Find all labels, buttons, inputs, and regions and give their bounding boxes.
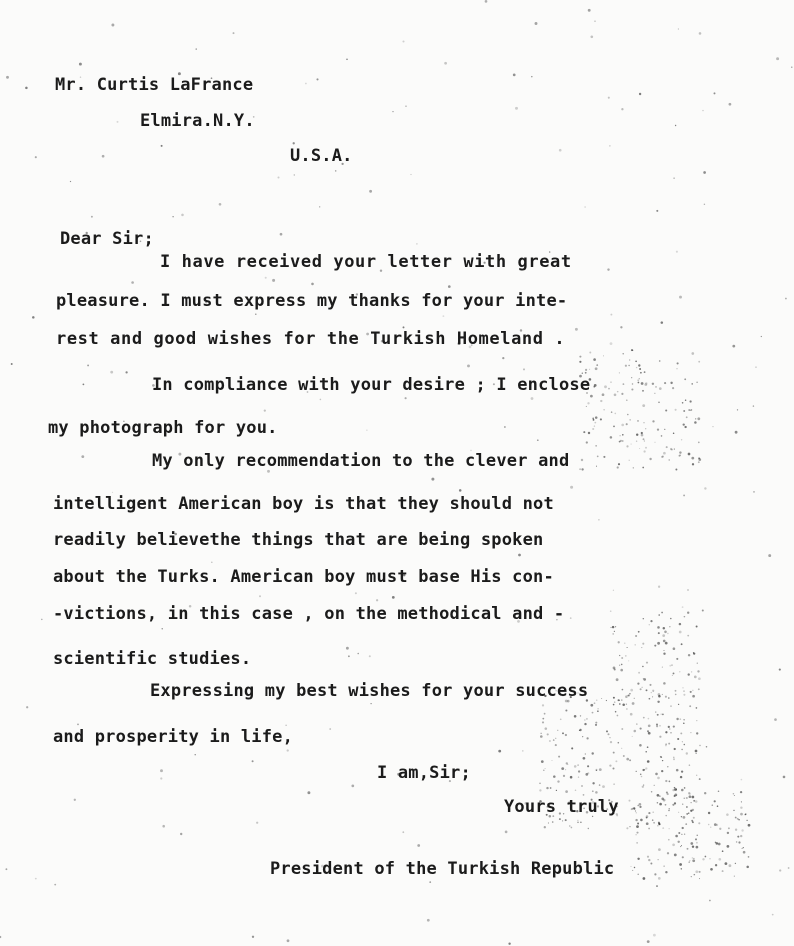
body-line-3: rest and good wishes for the Turkish Homeland . [56,329,566,349]
salutation: Dear Sir; [60,229,154,249]
body-line-11: scientific studies. [53,649,252,669]
address-name-line: Mr. Curtis LaFrance [55,75,254,95]
closing-i-am-sir: I am,Sir; [377,763,471,783]
signature-title: President of the Turkish Republic [270,859,615,879]
body-line-8: readily believethe things that are being spoken [53,530,544,550]
body-line-2: pleasure. I must express my thanks for your inte- [56,291,568,311]
body-line-4: In compliance with your desire ; I enclose [152,375,591,395]
closing-yours-truly: Yours truly [504,797,619,817]
body-line-12: Expressing my best wishes for your success [150,681,589,701]
body-line-13: and prosperity in life, [53,727,294,747]
body-line-10: -victions, in this case , on the methodical and - [53,604,565,624]
address-city-line: Elmira.N.Y. [140,111,255,131]
body-line-7: intelligent American boy is that they should not [53,494,554,514]
body-line-1: I have received your letter with great [160,252,572,272]
body-line-6: My only recommendation to the clever and [152,451,570,471]
body-line-5: my photograph for you. [48,418,278,438]
body-line-9: about the Turks. American boy must base His con- [53,567,554,587]
address-country-line: U.S.A. [290,146,353,166]
